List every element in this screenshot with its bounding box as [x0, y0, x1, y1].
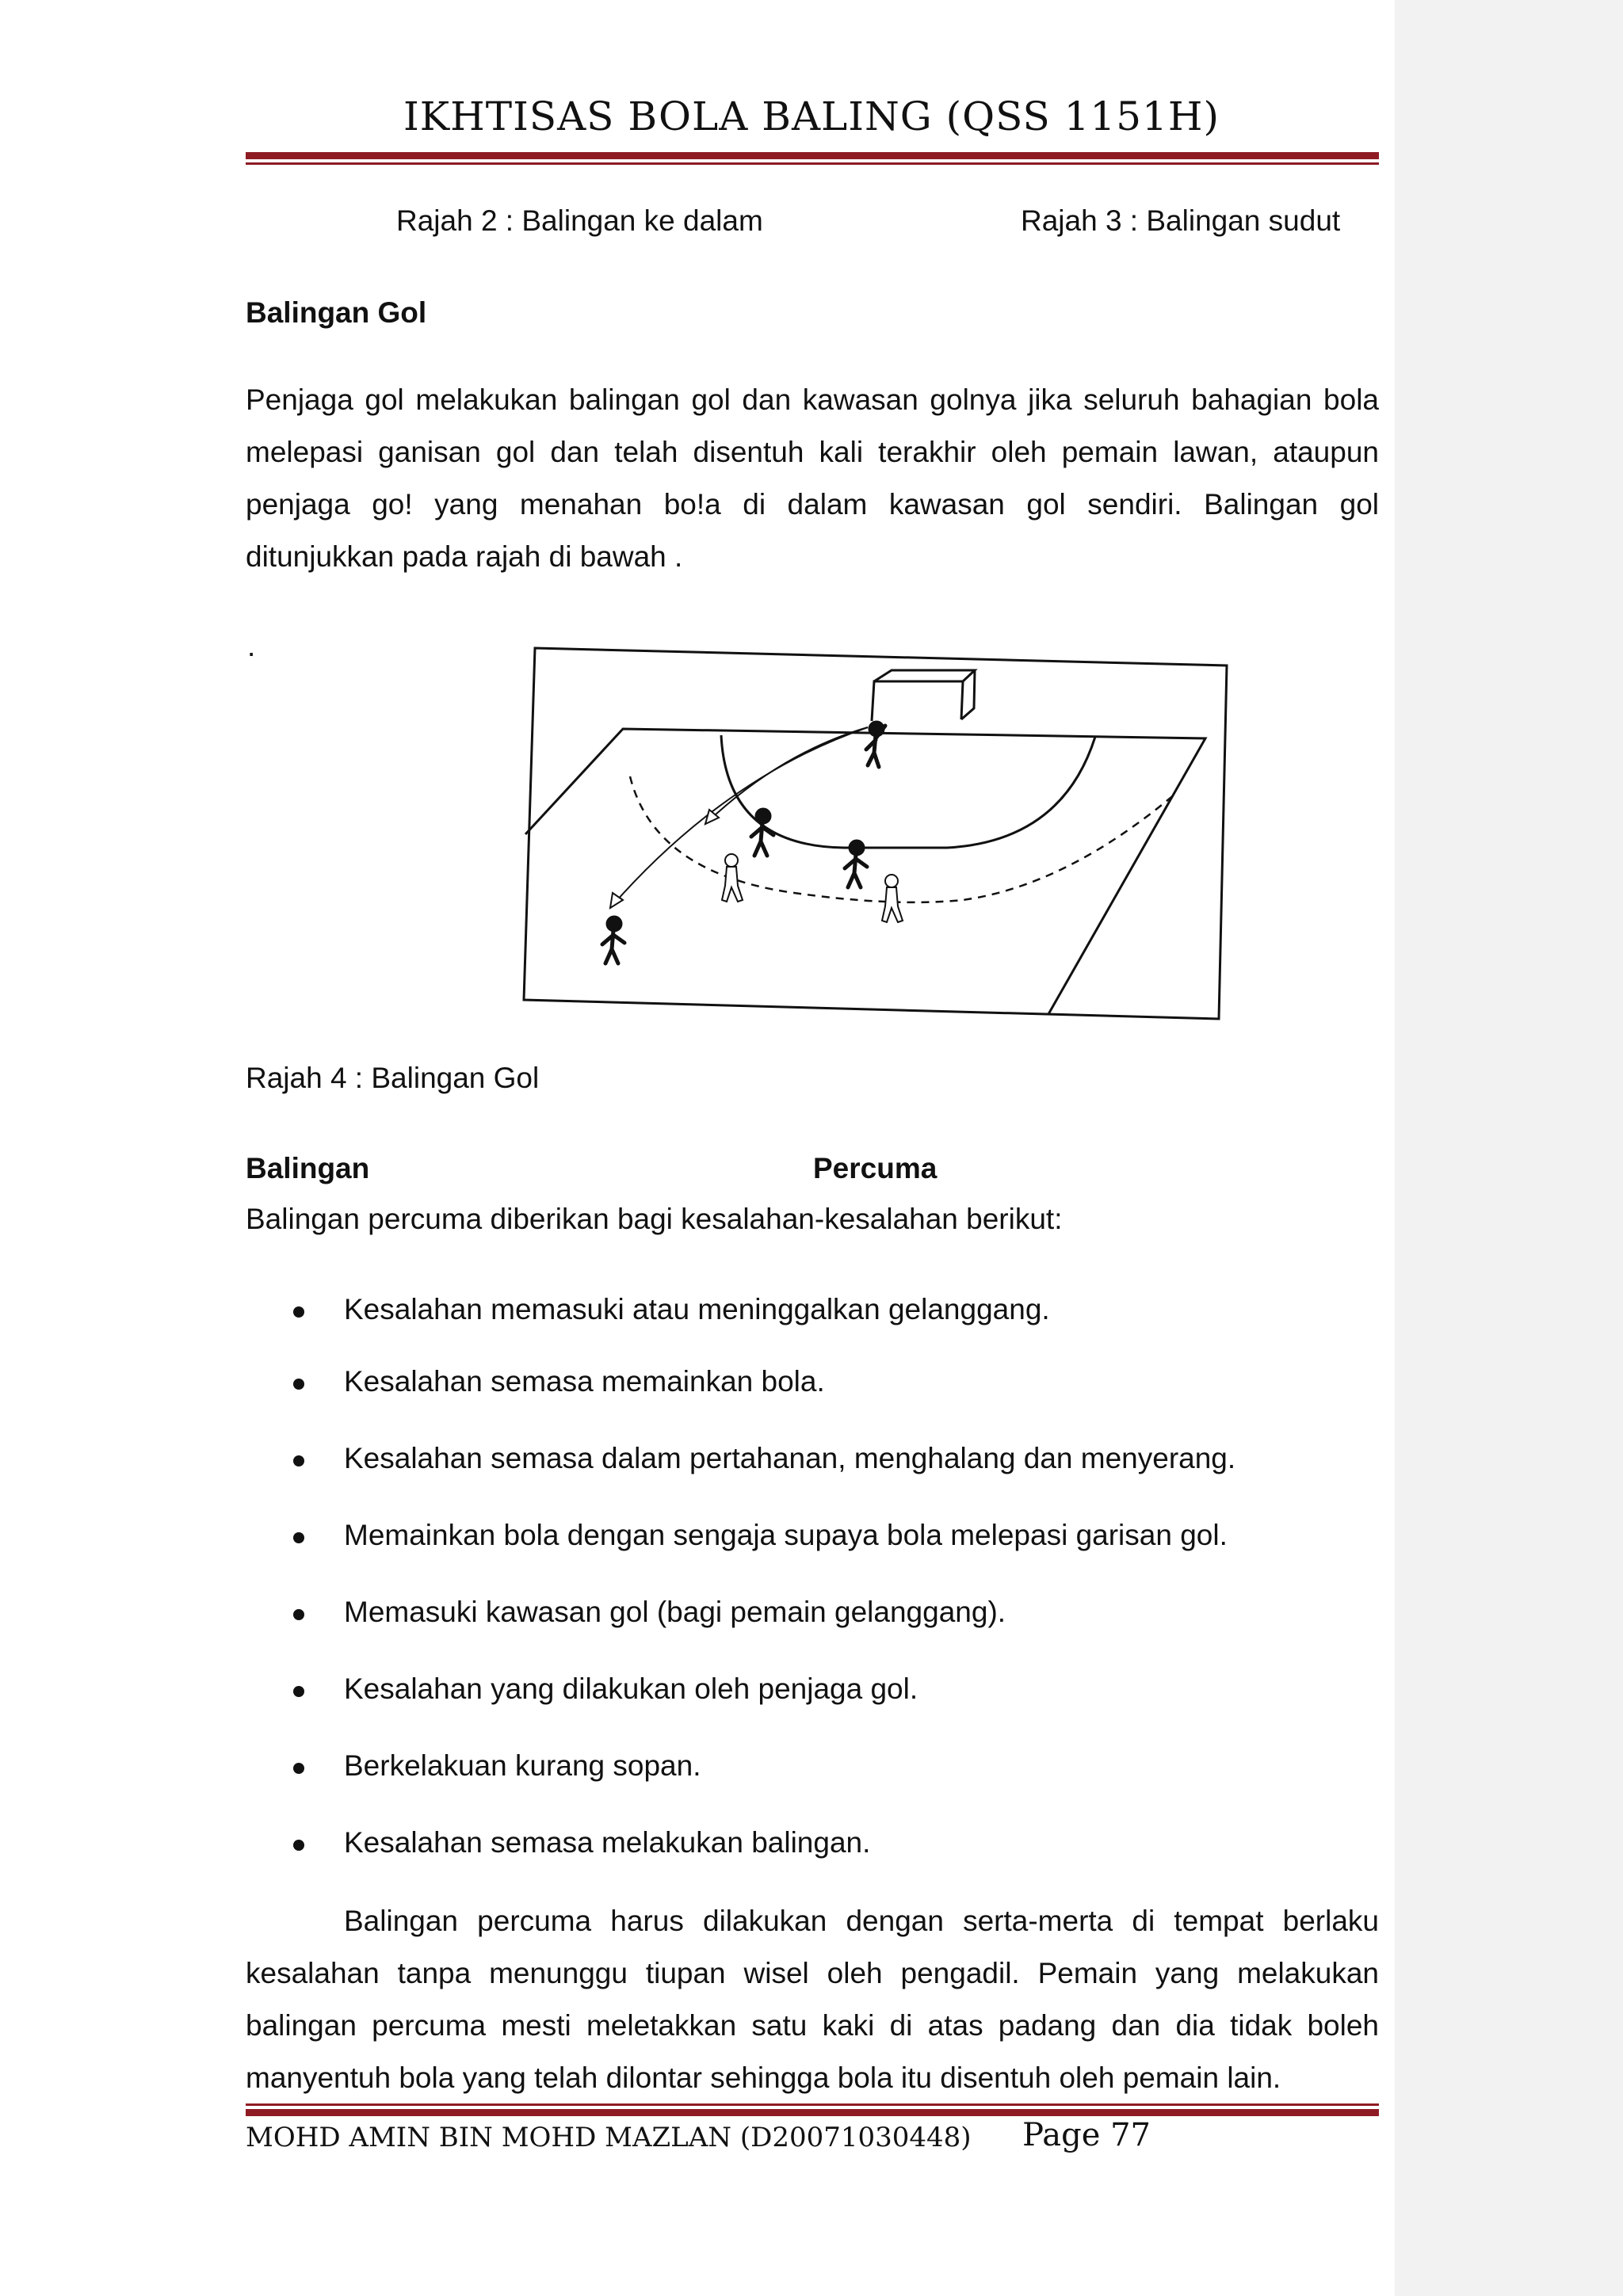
heading-balingan: Balingan — [246, 1152, 370, 1184]
paragraph-balingan-gol: Penjaga gol melakukan balingan gol dan kawasan golnya jika seluruh bahagian bola melepasi ganisan gol dan telah disentuh kali terakhir oleh pemain lawan, ataupun penjaga go! yang menahan bo!a di dalam kawasan gol sendiri. Balingan gol ditunjukkan pada rajah di bawah . — [246, 383, 1379, 573]
heading-balingan-gol: Balingan Gol — [246, 296, 427, 329]
bullet-dot — [293, 1532, 304, 1543]
header-rule-thick — [246, 152, 1379, 159]
footer-rule-thick — [246, 2109, 1379, 2116]
page-header-title: IKHTISAS BOLA BALING (QSS 1151H) — [403, 93, 1220, 139]
bullet-dot — [293, 1840, 304, 1851]
bullet-dot — [293, 1763, 304, 1774]
goal-throw-diagram — [519, 634, 1232, 1022]
player-dark-3 — [602, 917, 624, 963]
footer-author: MOHD AMIN BIN MOHD MAZLAN (D20071030448) — [246, 2122, 972, 2153]
caption-rajah-2: Rajah 2 : Balingan ke dalam — [396, 204, 763, 237]
bullet-dot — [293, 1455, 304, 1466]
footer-page-number: Page 77 — [1022, 2117, 1151, 2153]
list-item: Kesalahan semasa memainkan bola. — [344, 1365, 825, 1398]
player-outline-2 — [882, 875, 903, 922]
heading-percuma: Percuma — [813, 1152, 938, 1184]
bullet-dot — [293, 1379, 304, 1390]
diagram-frame — [524, 648, 1227, 1019]
bullet-dot — [293, 1306, 304, 1318]
header-rule-thin — [246, 162, 1379, 165]
list-item: Berkelakuan kurang sopan. — [344, 1749, 701, 1782]
player-dark-1 — [751, 810, 773, 856]
list-item: Memainkan bola dengan sengaja supaya bola melepasi garisan gol. — [344, 1519, 1228, 1551]
throw-arrow-short — [705, 727, 868, 824]
list-item: Memasuki kawasan gol (bagi pemain gelanggang). — [344, 1596, 1006, 1628]
list-item: Kesalahan semasa dalam pertahanan, menghalang dan menyerang. — [344, 1442, 1236, 1474]
bullet-dot — [293, 1686, 304, 1697]
bullet-dot — [293, 1609, 304, 1620]
court-lines — [525, 729, 1205, 1014]
paragraph-balingan-percuma: Balingan percuma harus dilakukan dengan serta-merta di tempat berlaku kesalahan tanpa menunggu tiupan wisel oleh pengadil. Pemain yang melakukan balingan percuma mesti meletakkan satu kaki di atas padang dan dia tidak boleh manyentuh bola yang telah dilontar sehingga bola itu disentuh oleh pemain lain. — [246, 1905, 1379, 2094]
list-item: Kesalahan yang dilakukan oleh penjaga gol. — [344, 1672, 918, 1705]
goal-area-line — [721, 735, 1095, 848]
caption-rajah-3: Rajah 3 : Balingan sudut — [1021, 204, 1341, 237]
free-throw-line — [630, 776, 1175, 902]
goal-box — [872, 670, 975, 721]
footer-rule-thin — [246, 2103, 1379, 2106]
list-item: Kesalahan semasa melakukan balingan. — [344, 1826, 871, 1859]
stray-dot: . — [247, 630, 256, 662]
intro-balingan-percuma: Balingan percuma diberikan bagi kesalahan-kesalahan berikut: — [246, 1203, 1063, 1235]
caption-rajah-4: Rajah 4 : Balingan Gol — [246, 1062, 540, 1094]
list-item: Kesalahan memasuki atau meninggalkan gelanggang. — [344, 1293, 1050, 1325]
player-goalkeeper — [866, 723, 885, 767]
player-outline-1 — [722, 854, 743, 902]
arrow-head-short — [705, 810, 719, 824]
